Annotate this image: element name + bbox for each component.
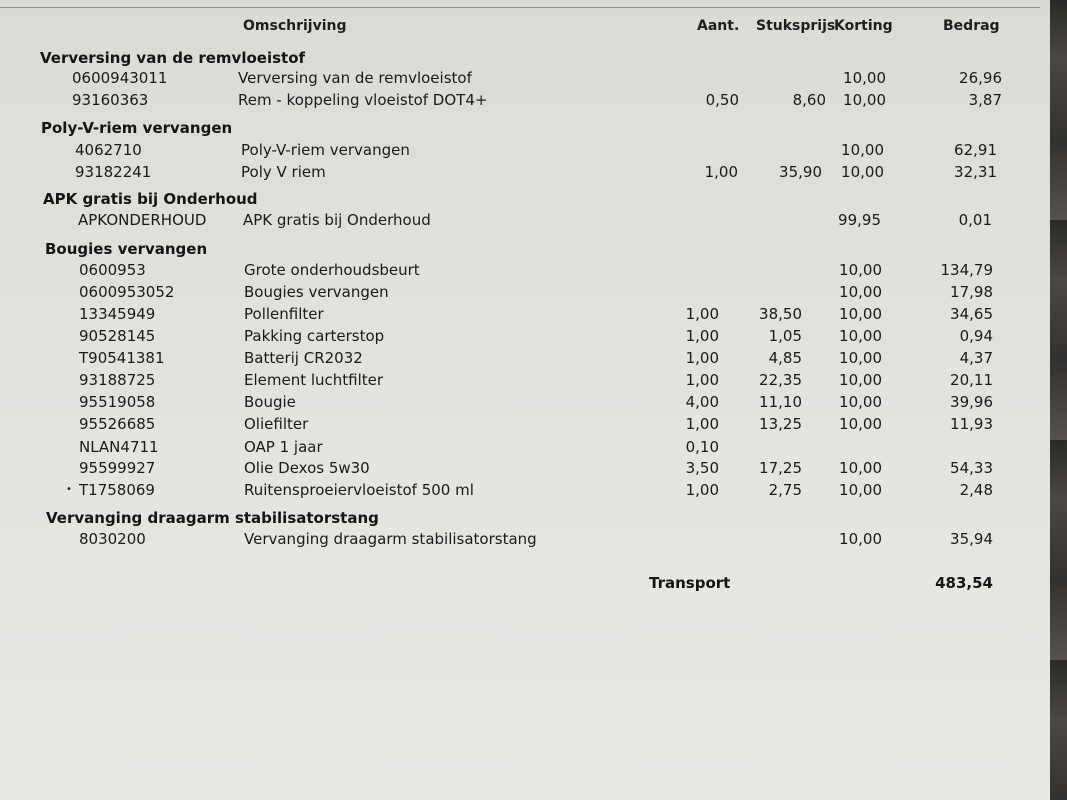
- item-code: 0600953: [79, 261, 146, 279]
- item-amount: 3,87: [968, 91, 1002, 109]
- item-amount: 2,48: [959, 481, 993, 499]
- row-marker: •: [66, 484, 72, 495]
- item-amount: 35,94: [950, 530, 993, 548]
- item-discount: 10,00: [839, 261, 882, 279]
- item-amount: 34,65: [950, 305, 993, 323]
- item-amount: 32,31: [954, 163, 997, 181]
- item-amount: 62,91: [954, 141, 997, 159]
- item-amount: 0,94: [959, 327, 993, 345]
- item-discount: 10,00: [839, 327, 882, 345]
- item-code: APKONDERHOUD: [78, 211, 207, 229]
- item-amount: 39,96: [950, 393, 993, 411]
- item-unit-price: 38,50: [759, 305, 802, 323]
- item-qty: 1,00: [685, 327, 719, 345]
- table-row: [0, 90, 1050, 110]
- item-discount: 10,00: [839, 415, 882, 433]
- item-amount: 20,11: [950, 371, 993, 389]
- item-code: T1758069: [79, 481, 155, 499]
- item-code: 0600953052: [79, 283, 175, 301]
- item-discount: 10,00: [841, 163, 884, 181]
- item-description: Poly-V-riem vervangen: [241, 141, 410, 159]
- item-description: APK gratis bij Onderhoud: [243, 211, 431, 229]
- table-row: [0, 326, 1050, 346]
- item-code: 13345949: [79, 305, 156, 323]
- item-unit-price: 35,90: [779, 163, 822, 181]
- table-row: [0, 260, 1050, 280]
- item-qty: 0,50: [705, 91, 739, 109]
- item-unit-price: 1,05: [768, 327, 802, 345]
- item-amount: 17,98: [950, 283, 993, 301]
- table-row: [0, 140, 1050, 160]
- item-description: Poly V riem: [241, 163, 326, 181]
- item-discount: 10,00: [839, 530, 882, 548]
- item-description: Pakking carterstop: [244, 327, 385, 345]
- item-code: 95526685: [79, 415, 156, 433]
- table-row: [0, 210, 1050, 230]
- item-description: Element luchtfilter: [244, 371, 384, 389]
- item-description: Pollenfilter: [244, 305, 324, 323]
- table-row: [0, 437, 1050, 457]
- table-row: [0, 529, 1050, 549]
- table-row: [0, 348, 1050, 368]
- table-row: [0, 304, 1050, 324]
- item-description: Batterij CR2032: [244, 349, 363, 367]
- item-description: Oliefilter: [244, 415, 309, 433]
- item-qty: 1,00: [685, 371, 719, 389]
- item-unit-price: 8,60: [792, 91, 826, 109]
- item-unit-price: 22,35: [759, 371, 802, 389]
- item-qty: 1,00: [685, 481, 719, 499]
- header-discount: Korting: [834, 18, 893, 34]
- item-description: Rem - koppeling vloeistof DOT4+: [238, 91, 488, 109]
- table-row: [0, 458, 1050, 478]
- item-discount: 10,00: [839, 459, 882, 477]
- item-code: 90528145: [79, 327, 156, 345]
- table-row: [0, 68, 1050, 88]
- item-amount: 134,79: [940, 261, 993, 279]
- table-row: [0, 282, 1050, 302]
- transport-label: Transport: [649, 574, 731, 592]
- item-discount: 10,00: [839, 481, 882, 499]
- item-code: 8030200: [79, 530, 146, 548]
- item-qty: 1,00: [704, 163, 738, 181]
- item-discount: 10,00: [839, 283, 882, 301]
- item-discount: 10,00: [839, 305, 882, 323]
- item-discount: 10,00: [839, 371, 882, 389]
- item-code: 93188725: [79, 371, 156, 389]
- item-description: Bougies vervangen: [244, 283, 389, 301]
- section-title: Poly-V-riem vervangen: [41, 119, 233, 137]
- table-row: [0, 480, 1050, 500]
- item-unit-price: 13,25: [759, 415, 802, 433]
- item-description: Vervanging draagarm stabilisatorstang: [244, 530, 537, 548]
- section-title: Verversing van de remvloeistof: [40, 49, 306, 67]
- item-amount: 11,93: [950, 415, 993, 433]
- table-row: [0, 414, 1050, 434]
- item-qty: 4,00: [685, 393, 719, 411]
- transport-amount: 483,54: [935, 574, 993, 592]
- section-title: Bougies vervangen: [45, 240, 208, 258]
- item-code: 93160363: [72, 91, 149, 109]
- item-amount: 54,33: [950, 459, 993, 477]
- item-description: Grote onderhoudsbeurt: [244, 261, 420, 279]
- item-discount: 10,00: [839, 349, 882, 367]
- item-qty: 1,00: [685, 305, 719, 323]
- item-amount: 26,96: [959, 69, 1002, 87]
- header-description: Omschrijving: [243, 18, 347, 34]
- item-description: OAP 1 jaar: [244, 438, 323, 456]
- item-discount: 10,00: [843, 69, 886, 87]
- item-discount: 10,00: [843, 91, 886, 109]
- item-qty: 1,00: [685, 415, 719, 433]
- table-surface: [1050, 0, 1067, 800]
- item-code: T90541381: [79, 349, 165, 367]
- table-row: [0, 162, 1050, 182]
- item-description: Ruitensproeiervloeistof 500 ml: [244, 481, 474, 499]
- item-unit-price: 2,75: [768, 481, 802, 499]
- item-description: Bougie: [244, 393, 296, 411]
- item-code: 0600943011: [72, 69, 168, 87]
- item-description: Verversing van de remvloeistof: [238, 69, 472, 87]
- item-description: Olie Dexos 5w30: [244, 459, 370, 477]
- header-unit-price: Stuksprijs: [756, 18, 836, 34]
- divider: [0, 7, 1040, 8]
- item-discount: 99,95: [838, 211, 881, 229]
- item-code: NLAN4711: [79, 438, 159, 456]
- item-code: 4062710: [75, 141, 142, 159]
- item-discount: 10,00: [841, 141, 884, 159]
- table-row: [0, 392, 1050, 412]
- section-title: Vervanging draagarm stabilisatorstang: [46, 509, 379, 527]
- item-code: 95519058: [79, 393, 156, 411]
- item-qty: 0,10: [685, 438, 719, 456]
- item-unit-price: 17,25: [759, 459, 802, 477]
- item-code: 93182241: [75, 163, 152, 181]
- item-qty: 1,00: [685, 349, 719, 367]
- item-discount: 10,00: [839, 393, 882, 411]
- item-amount: 0,01: [958, 211, 992, 229]
- item-amount: 4,37: [959, 349, 993, 367]
- section-title: APK gratis bij Onderhoud: [43, 190, 258, 208]
- item-code: 95599927: [79, 459, 156, 477]
- item-unit-price: 11,10: [759, 393, 802, 411]
- item-qty: 3,50: [685, 459, 719, 477]
- item-unit-price: 4,85: [768, 349, 802, 367]
- table-row: [0, 370, 1050, 390]
- header-amount: Bedrag: [943, 18, 1000, 34]
- header-qty: Aant.: [697, 18, 740, 34]
